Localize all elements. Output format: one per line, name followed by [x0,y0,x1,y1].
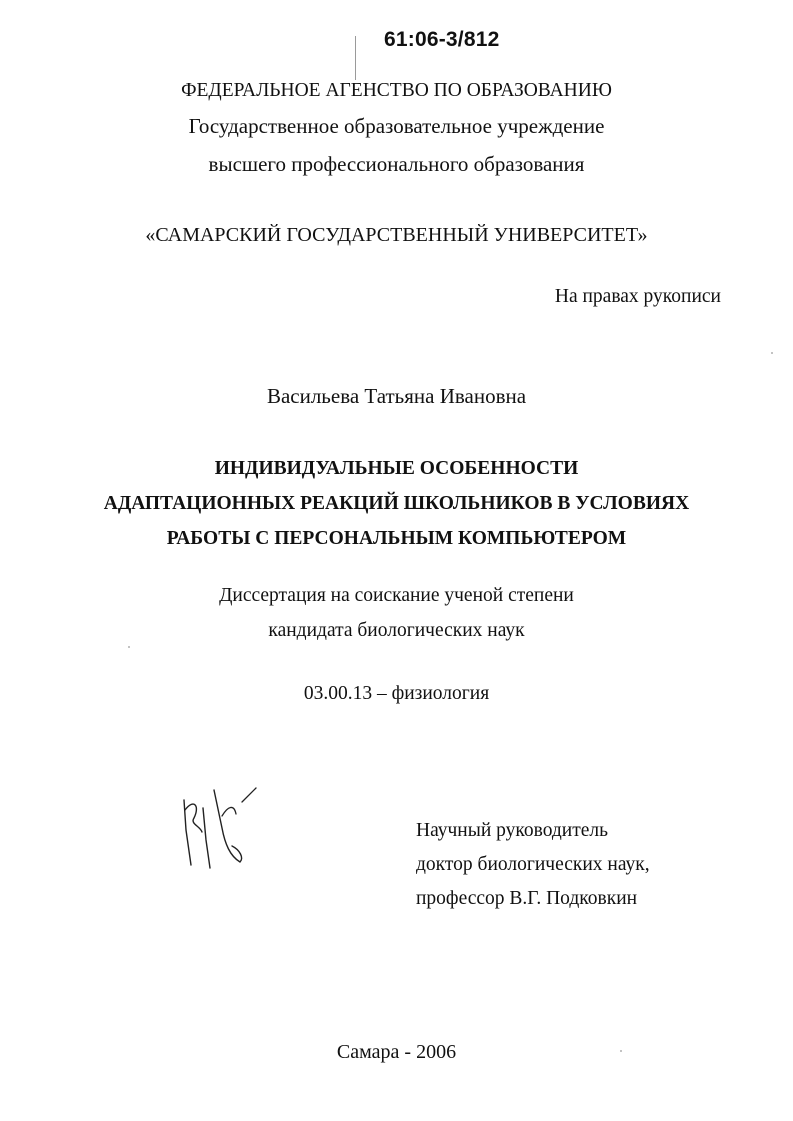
author-name: Васильева Татьяна Ивановна [266,384,527,408]
specialty-code: 03.00.13 – физиология [303,683,490,704]
stamp-mark [355,36,356,80]
title-line-3: РАБОТЫ С ПЕРСОНАЛЬНЫМ КОМПЬЮТЕРОМ [166,528,627,549]
institution-type-line2: высшего профессионального образования [208,152,585,176]
scan-speck [128,646,130,648]
degree-line-1: Диссертация на соискание ученой степени [219,585,574,606]
manuscript-rights-note: На правах рукописи [554,286,721,307]
supervisor-name: профессор В.Г. Подковкин [416,888,638,909]
scan-speck [620,1050,622,1052]
supervisor-role: Научный руководитель [416,820,609,841]
degree-line-2: кандидата биологических наук [268,620,525,641]
title-line-1: ИНДИВИДУАЛЬНЫЕ ОСОБЕННОСТИ [214,458,579,479]
catalog-number: 61:06-3/812 [384,28,500,51]
supervisor-block [416,814,650,916]
handwritten-signature [170,770,270,890]
agency-name: ФЕДЕРАЛЬНОЕ АГЕНСТВО ПО ОБРАЗОВАНИЮ [181,80,612,101]
dissertation-title [0,451,793,556]
title-line-2: АДАПТАЦИОННЫХ РЕАКЦИЙ ШКОЛЬНИКОВ В УСЛОВИЯХ [103,493,690,514]
city-year: Самара - 2006 [336,1041,457,1063]
supervisor-degree: доктор биологических наук, [416,854,650,875]
institution-type-line1: Государственное образовательное учреждение [188,114,605,138]
university-name: «САМАРСКИЙ ГОСУДАРСТВЕННЫЙ УНИВЕРСИТЕТ» [145,224,648,246]
scan-speck [771,352,773,354]
